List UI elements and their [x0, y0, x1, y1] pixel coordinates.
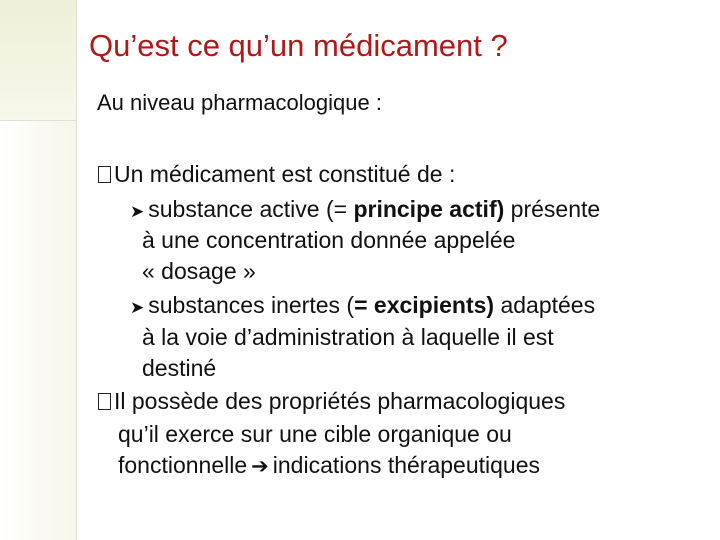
slide-title: Qu’est ce qu’un médicament ? — [89, 28, 508, 63]
slide-subtitle: Au niveau pharmacologique : — [97, 90, 382, 115]
sub-bullet-1-text-pre: substance active (= — [148, 196, 354, 222]
sub-bullet-2-line2: à la voie d’administration à laquelle il est — [142, 324, 554, 350]
sub-bullet-1 — [130, 195, 600, 226]
bullet-2-line3-post: indications thérapeutiques — [272, 452, 541, 478]
right-arrow-icon: ➔ — [251, 455, 269, 478]
sub-bullet-2 — [130, 291, 595, 322]
bullet-1 — [98, 160, 455, 188]
sub-bullet-2-line3: destiné — [142, 355, 217, 381]
arrowhead-bullet-icon: ➤ — [130, 202, 145, 221]
left-decoration-block — [0, 0, 76, 121]
bullet-1-text: Un médicament est constitué de : — [114, 161, 456, 187]
sub-bullet-1-bold: principe actif) — [353, 196, 505, 222]
bullet-box-icon — [98, 393, 111, 410]
bullet-2-line1: Il possède des propriétés pharmacologiques — [114, 388, 566, 414]
bullet-box-icon — [98, 166, 111, 183]
bullet-2-line2: qu’il exerce sur une cible organique ou — [118, 421, 512, 447]
bullet-2-line3 — [118, 451, 540, 481]
bullet-2-line3-pre: fonctionnelle — [118, 452, 248, 478]
sub-bullet-1-text-post: présente — [504, 196, 601, 222]
sub-bullet-2-bold: = excipients) — [354, 292, 495, 318]
sub-bullet-1-line2: à une concentration donnée appelée — [142, 227, 516, 253]
bullet-2 — [98, 387, 565, 415]
sub-bullet-2-text-post: adaptées — [494, 292, 596, 318]
sub-bullet-2-text-pre: substances inertes ( — [148, 292, 355, 318]
sub-bullet-1-line3: « dosage » — [142, 258, 256, 284]
arrowhead-bullet-icon: ➤ — [130, 298, 145, 317]
